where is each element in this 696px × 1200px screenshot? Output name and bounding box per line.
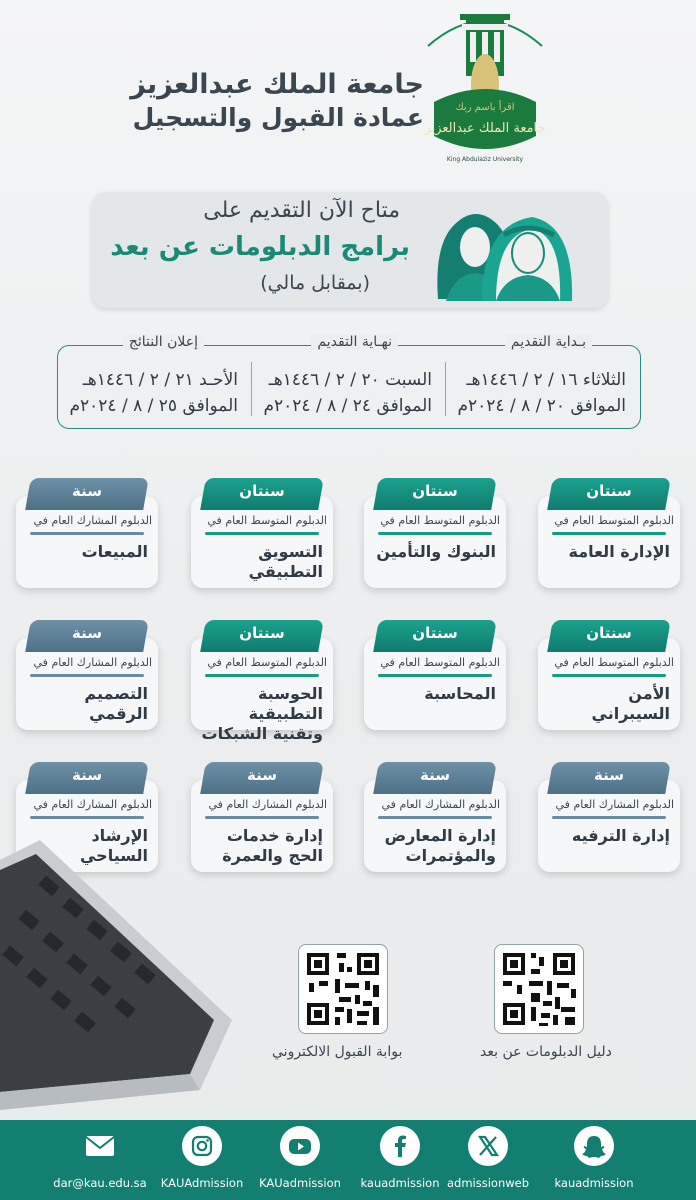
date-end (252, 334, 446, 428)
snapchat-handle: kauadmission (554, 1176, 634, 1190)
program-divider (378, 674, 492, 677)
logo-arabic-name: جامعة الملك عبدالعزيز (424, 121, 546, 136)
program-diploma-type: الدبلوم المتوسط العام في (207, 514, 327, 527)
program-card (538, 760, 680, 880)
program-diploma-type: الدبلوم المشارك العام في (555, 798, 674, 811)
program-divider (205, 674, 319, 677)
program-duration: سنتان (412, 624, 458, 642)
program-diploma-type: الدبلوم المشارك العام في (33, 798, 152, 811)
facebook-icon (380, 1126, 420, 1166)
program-name: الإرشاد السياحي (79, 826, 148, 865)
program-diploma-type: الدبلوم المشارك العام في (33, 656, 152, 669)
program-duration: سنة (72, 482, 102, 500)
program-diploma-type: الدبلوم المتوسط العام في (207, 656, 327, 669)
instagram-icon (182, 1126, 222, 1166)
program-divider (552, 816, 666, 819)
program-diploma-type: الدبلوم المتوسط العام في (554, 514, 674, 527)
dates-box (57, 334, 641, 429)
program-diploma-type: الدبلوم المتوسط العام في (554, 656, 674, 669)
mail-icon (80, 1126, 120, 1166)
date-start-hijri: الثلاثاء ١٦ / ٢ / ١٤٤٦هـ (466, 370, 626, 390)
program-divider (552, 532, 666, 535)
deanship-name: عمادة القبول والتسجيل (132, 103, 424, 132)
program-divider (205, 816, 319, 819)
program-name: إدارة خدمات الحج والعمرة (222, 826, 323, 865)
program-name: إدارة الترفيه (571, 826, 670, 845)
snapchat-icon (574, 1126, 614, 1166)
program-duration: سنتان (239, 624, 285, 642)
social-facebook[interactable] (346, 1126, 454, 1190)
laptop-illustration (0, 840, 232, 1120)
program-duration: سنة (247, 766, 277, 784)
program-name: الأمن السيبراني (591, 684, 670, 723)
youtube-icon (280, 1126, 320, 1166)
program-duration: سنتان (412, 482, 458, 500)
date-start-label: بـداية التقديم (505, 334, 592, 350)
qr-code-icon (495, 945, 583, 1033)
social-email[interactable] (46, 1126, 154, 1190)
youtube-handle: KAUadmission (259, 1176, 341, 1190)
banner-line-1: متاح الآن التقديم على (203, 198, 400, 223)
x-handle: admissionweb (446, 1176, 530, 1190)
program-name: الإدارة العامة (568, 542, 670, 561)
date-start-gregorian: الموافق ٢٠ / ٨ / ٢٠٢٤م (457, 396, 626, 416)
program-divider (378, 816, 492, 819)
program-diploma-type: الدبلوم المشارك العام في (33, 514, 152, 527)
date-results-label: إعلان النتائج (123, 334, 204, 350)
social-footer (0, 1120, 696, 1200)
program-card (538, 618, 680, 738)
banner-line-2: برامج الدبلومات عن بعد (110, 232, 410, 262)
date-results (58, 334, 252, 428)
date-results-hijri: الأحـد ٢١ / ٢ / ١٤٤٦هـ (82, 370, 238, 390)
program-duration: سنة (420, 766, 450, 784)
social-youtube[interactable] (246, 1126, 354, 1190)
program-divider (205, 532, 319, 535)
social-instagram[interactable] (148, 1126, 256, 1190)
program-divider (552, 674, 666, 677)
program-name: المبيعات (81, 542, 148, 561)
program-card (16, 476, 158, 596)
qr-code-diplomas-guide[interactable] (494, 944, 584, 1034)
qr-label-diplomas-guide: دليل الدبلومات عن بعد (480, 1044, 612, 1060)
email-address: dar@kau.edu.sa (53, 1176, 147, 1190)
program-name: المحاسبة (424, 684, 496, 703)
program-duration: سنتان (586, 624, 632, 642)
qr-code-admission-portal[interactable] (298, 944, 388, 1034)
program-name: البنوك والتأمين (376, 542, 496, 561)
program-divider (30, 674, 144, 677)
program-card (191, 476, 333, 596)
program-diploma-type: الدبلوم المتوسط العام في (380, 514, 500, 527)
banner-line-3: (بمقابل مالي) (260, 272, 370, 294)
university-name: جامعة الملك عبدالعزيز (130, 69, 424, 100)
students-icon (424, 195, 580, 305)
program-name: التصميم الرقمي (84, 684, 148, 723)
program-card (191, 618, 333, 743)
program-diploma-type: الدبلوم المتوسط العام في (380, 656, 500, 669)
program-divider (378, 532, 492, 535)
program-diploma-type: الدبلوم المشارك العام في (381, 798, 500, 811)
program-card (364, 760, 506, 880)
date-start (446, 334, 640, 428)
program-card (538, 476, 680, 596)
university-logo (420, 6, 550, 166)
date-results-gregorian: الموافق ٢٥ / ٨ / ٢٠٢٤م (69, 396, 238, 416)
university-header (124, 68, 424, 134)
x-icon (468, 1126, 508, 1166)
instagram-handle: KAUAdmission (160, 1176, 244, 1190)
social-snapchat[interactable] (540, 1126, 648, 1190)
program-name: إدارة المعارض والمؤتمرات (384, 826, 496, 865)
program-card (364, 476, 506, 596)
qr-label-admission-portal: بوابة القبول الالكتروني (272, 1044, 403, 1060)
date-end-hijri: السبت ٢٠ / ٢ / ١٤٤٦هـ (268, 370, 432, 390)
date-end-gregorian: الموافق ٢٤ / ٨ / ٢٠٢٤م (263, 396, 432, 416)
program-duration: سنة (594, 766, 624, 784)
program-name: الحوسبة التطبيقية وتقنية الشبكات (201, 684, 323, 743)
logo-english-name: King Abdulaziz University (446, 156, 524, 163)
facebook-handle: kauadmission (360, 1176, 440, 1190)
program-diploma-type: الدبلوم المشارك العام في (208, 798, 327, 811)
program-card (364, 618, 506, 738)
program-duration: سنتان (239, 482, 285, 500)
qr-code-icon (299, 945, 387, 1033)
program-divider (30, 532, 144, 535)
program-duration: سنة (72, 624, 102, 642)
program-name: التسويق التطبيقي (248, 542, 323, 581)
program-divider (30, 816, 144, 819)
date-end-label: نهـاية التقديم (311, 334, 398, 350)
logo-motto: اقرأ باسم ربك (455, 102, 515, 113)
program-duration: سنة (72, 766, 102, 784)
program-duration: سنتان (586, 482, 632, 500)
program-card (16, 618, 158, 738)
